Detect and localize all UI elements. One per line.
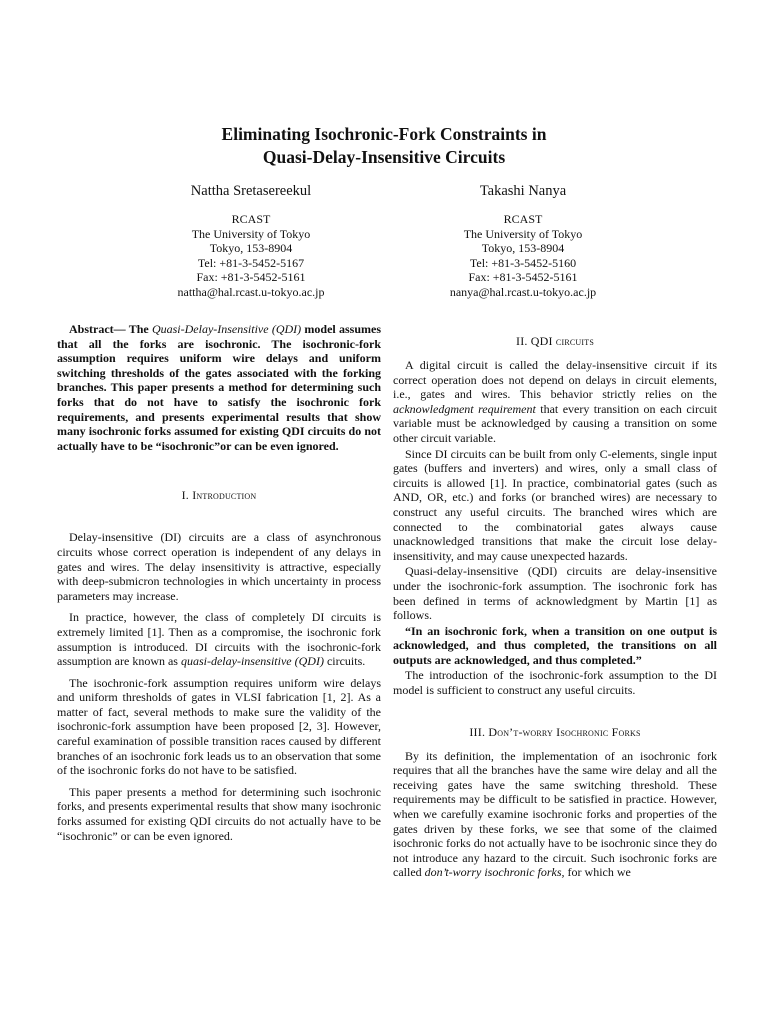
- author-block-1: [111, 182, 391, 300]
- author-address: Tokyo, 153-8904: [481, 241, 565, 256]
- author-university: The University of Tokyo: [463, 226, 583, 241]
- qdi-paragraph-3: Quasi-delay-insensitive (QDI) circuits are delay-insensitive under the isochronic-fork assumption. The isochronic fork has been defined in terms of acknowledgment by Martin [1] as follows.: [393, 564, 717, 623]
- intro-paragraph-2: [57, 610, 381, 668]
- author-tel: Tel: +81-3-5452-5160: [469, 255, 577, 270]
- dw-p1-end: for which we: [564, 865, 631, 880]
- section-heading-dont-worry: III. Don’t-worry Isochronic Forks: [469, 724, 641, 739]
- author-address: Tokyo, 153-8904: [209, 241, 293, 256]
- intro-paragraph-3: The isochronic-fork assumption requires uniform wire delays and uniform thresholds of gates in VLSI fabrication [1, 2]. As a matter of fact, several methods to make sure the validity of the isochronic-fork assumption have been proposed [2, 3]. However, careful examination of possible transition races caused by different branches of an isochronic fork leads us to an observation that some of the isochronic forks do not have to be satisfied.: [57, 675, 381, 778]
- author-tel: Tel: +81-3-5452-5167: [197, 255, 305, 270]
- abstract-term: Quasi-Delay-Insensitive (QDI): [151, 322, 302, 336]
- author-org: RCAST: [231, 212, 271, 226]
- dw-p1-text: By its definition, the implementation of an isochronic fork requires that all the branches have the same wire delay and all the receiving gates have the same switching threshold. These requirements may be difficult to be satisfied in practice. However, when we carefully examine isochronic forks and properties of the gates driven by these forks, we see that some of the claimed isochronic forks do not actually have to be isochronic since they do not introduce any hazard to the circuit. Such isochronic forks are called: [393, 748, 717, 880]
- qdi-paragraph-4: The introduction of the isochronic-fork assumption to the DI model is sufficient to construct any useful circuits.: [393, 668, 717, 698]
- author-fax: Fax: +81-3-5452-5161: [196, 270, 306, 285]
- author-university: The University of Tokyo: [191, 226, 311, 241]
- abstract: [57, 322, 381, 453]
- title-line-2: Quasi-Delay-Insensitive Circuits: [262, 147, 506, 167]
- qdi-paragraph-2: Since DI circuits can be built from only C-elements, single input gates (buffers and inverters) and wires, only a small class of circuits is allowed [1]. In practice, combinatorial gates (such as AND, OR, etc.) and forks (or branched wires) are necessary to construct any useful circuits. The branched wires which are connected to the combinatorial gates always cause unacknowledged transitions that make the circuit lose delay-insensitivity, and may cause unexpected hazards.: [393, 446, 717, 563]
- qdi-paragraph-1: [393, 358, 717, 446]
- intro-p2-text: In practice, however, the class of completely DI circuits is extremely limited [1]. Then as a compromise, the isochronic fork assumption is introduced. DI circuits with the isochronic-fork assumption are known as: [57, 610, 381, 669]
- dw-p1-term: don’t-worry isochronic forks,: [424, 865, 565, 880]
- right-column: [393, 322, 717, 887]
- left-column: [57, 322, 381, 850]
- intro-p2-end: circuits.: [323, 654, 366, 669]
- author-fax: Fax: +81-3-5452-5161: [468, 270, 578, 285]
- author-name: Nattha Sretasereekul: [190, 183, 312, 199]
- qdi-p1-term: acknowledgment requirement: [393, 401, 536, 416]
- title-line-1: Eliminating Isochronic-Fork Constraints in: [221, 124, 547, 144]
- qdi-p1-end: that every transition on each circuit variable must be acknowledged by causing a transition on some other circuit variable.: [393, 401, 718, 445]
- abstract-text: model assumes that all the forks are isochronic. The isochronic-fork assumption requires uniform wire delays and uniform switching thresholds of the gates associated with the forking branches. This paper presents a method for determining such forks that do not have to satisfy the isochronic fork requirements, and presents experimental results that show many isochronic forks assumed for existing QDI circuits do not actually have to be “isochronic”or can be even ignored.: [57, 322, 381, 453]
- paper-title: [0, 123, 768, 169]
- intro-p2-term: quasi-delay-insensitive (QDI): [180, 654, 324, 669]
- intro-paragraph-4: This paper presents a method for determining such isochronic forks, and presents experimental results that show many isochronic forks assumed for existing QDI circuits do not actually have to be “isochronic” or can be even ignored.: [57, 784, 381, 843]
- section-heading-qdi: II. QDI circuits: [516, 334, 594, 348]
- abstract-label: Abstract— The: [69, 322, 152, 336]
- isochronic-fork-quote: “In an isochronic fork, when a transition on one output is acknowledged, and thus completed, the transitions on all outputs are acknowledged, and thus completed.”: [393, 623, 717, 667]
- author-email: nattha@hal.rcast.u-tokyo.ac.jp: [177, 284, 325, 299]
- author-name: Takashi Nanya: [479, 183, 567, 199]
- qdi-p1-text: A digital circuit is called the delay-insensitive circuit if its correct operation does not depend on delays in circuit elements, i.e., gates and wires. This behavior strictly relies on the: [393, 358, 717, 402]
- dont-worry-paragraph-1: [393, 749, 717, 880]
- author-block-2: [383, 182, 663, 300]
- intro-paragraph-1: Delay-insensitive (DI) circuits are a class of asynchronous circuits whose correct operation is independent of any delays in gates and wires. The delay insensitivity is attractive, especially with deep-submicron technologies in which uncertainty in process parameters may increase.: [57, 530, 381, 603]
- author-email: nanya@hal.rcast.u-tokyo.ac.jp: [449, 284, 597, 299]
- author-org: RCAST: [503, 212, 543, 226]
- section-heading-introduction: I. Introduction: [181, 488, 257, 503]
